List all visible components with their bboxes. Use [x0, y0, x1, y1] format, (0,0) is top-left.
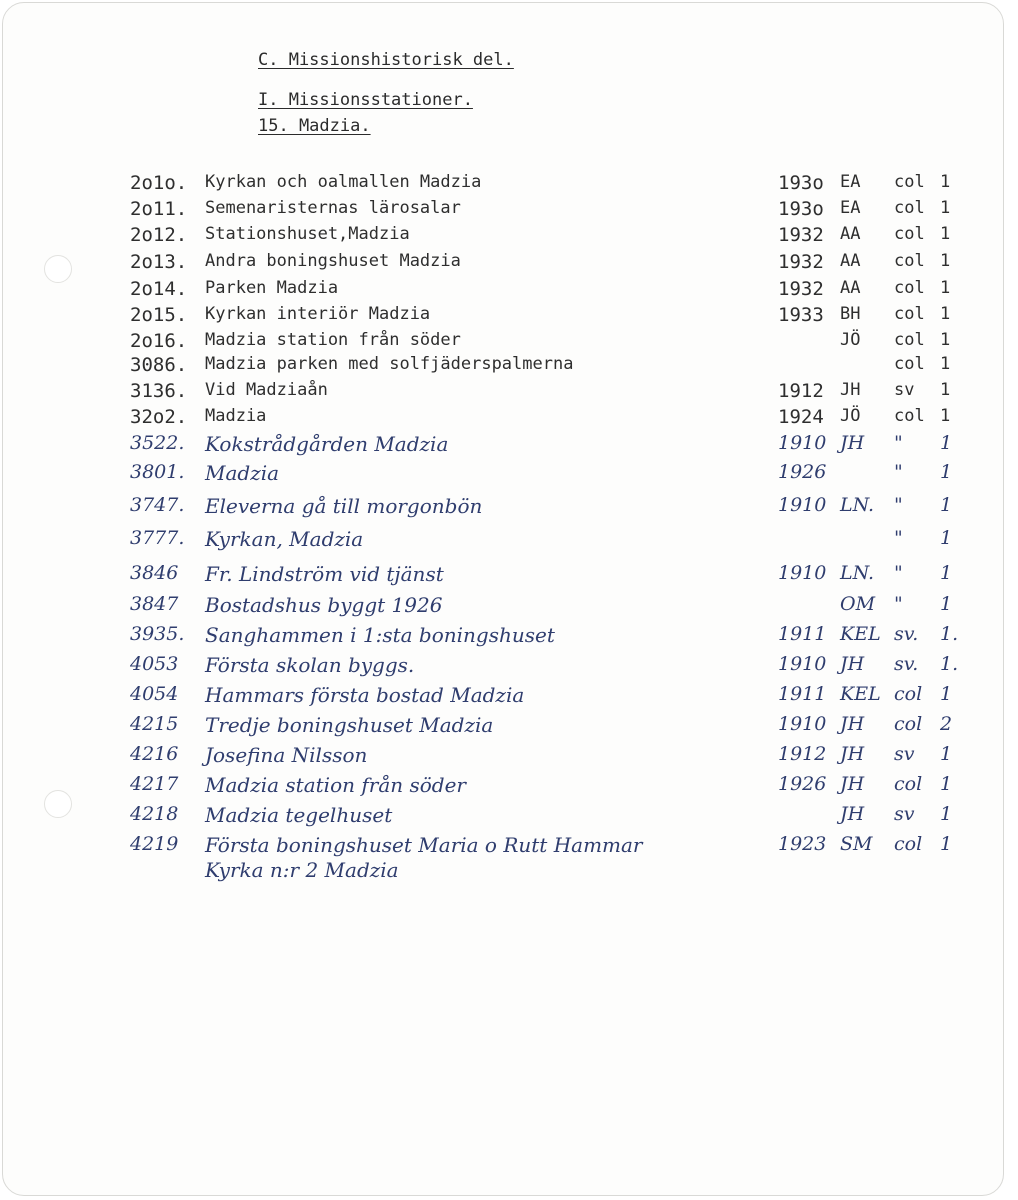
- entry-year: 1923: [778, 833, 827, 855]
- entry-type: col: [894, 713, 923, 735]
- entry-type: col: [894, 773, 923, 795]
- entry-number: 4054: [130, 683, 179, 705]
- entry-number: 4218: [130, 803, 179, 825]
- entry-title: Stationshuset,Madzia: [205, 224, 410, 244]
- entry-count: 1: [940, 494, 953, 516]
- entry-row: [0, 380, 1018, 406]
- entry-number: 3747.: [130, 494, 185, 516]
- entry-photographer: KEL: [840, 623, 881, 645]
- entry-number: 2o16.: [130, 330, 188, 352]
- entry-photographer: LN.: [840, 562, 875, 584]
- entry-year: 1910: [778, 713, 827, 735]
- entry-row: [0, 803, 1018, 829]
- entry-row: [0, 406, 1018, 432]
- entry-row: [0, 833, 1018, 859]
- entry-count: 1: [940, 304, 951, 324]
- entry-year: 1932: [778, 224, 824, 246]
- entry-row: [0, 251, 1018, 277]
- entry-title: Madzia station från söder: [205, 773, 466, 797]
- entry-type: ": [894, 461, 903, 483]
- entry-count: 1.: [940, 623, 959, 645]
- entry-number: 2o12.: [130, 224, 188, 246]
- entry-number: 2o11.: [130, 198, 188, 220]
- entry-year: 193o: [778, 172, 824, 194]
- entry-count: 1: [940, 354, 951, 374]
- entry-title: Josefina Nilsson: [205, 743, 368, 767]
- entry-number: 3086.: [130, 354, 188, 376]
- entry-row: [0, 562, 1018, 588]
- entry-type: col: [894, 683, 923, 705]
- entry-title: Bostadshus byggt 1926: [205, 593, 443, 617]
- entry-type: ": [894, 432, 903, 454]
- entry-count: 1: [940, 172, 951, 192]
- entry-type: sv.: [894, 653, 919, 675]
- entry-photographer: KEL: [840, 683, 881, 705]
- entry-title: Eleverna gå till morgonbön: [205, 494, 483, 518]
- entry-year: 1911: [778, 683, 827, 705]
- entry-photographer: JÖ: [840, 330, 861, 350]
- entry-year: 1924: [778, 406, 824, 428]
- entry-type: sv: [894, 803, 915, 825]
- entry-photographer: EA: [840, 198, 861, 218]
- entry-row: [0, 743, 1018, 769]
- entry-type: col: [894, 278, 925, 298]
- entry-count: 1: [940, 562, 953, 584]
- entry-title: Vid Madziaån: [205, 380, 328, 400]
- entry-title: Tredje boningshuset Madzia: [205, 713, 494, 737]
- entry-row: [0, 623, 1018, 649]
- entry-title: Kyrkan, Madzia: [205, 527, 364, 551]
- entry-row: [0, 494, 1018, 520]
- entry-number: 32o2.: [130, 406, 188, 428]
- entry-title: Madzia parken med solfjäderspalmerna: [205, 354, 574, 374]
- entry-photographer: LN.: [840, 494, 875, 516]
- entry-row: [0, 224, 1018, 250]
- entry-type: col: [894, 172, 925, 192]
- entry-row: [0, 278, 1018, 304]
- entry-row: [0, 713, 1018, 739]
- entry-row: [0, 527, 1018, 553]
- entry-row: [0, 432, 1018, 458]
- entry-photographer: AA: [840, 278, 861, 298]
- entry-number: 3935.: [130, 623, 185, 645]
- entry-photographer: AA: [840, 251, 861, 271]
- entry-photographer: JH: [840, 713, 865, 735]
- entry-photographer: SM: [840, 833, 873, 855]
- entry-number: 2o14.: [130, 278, 188, 300]
- entry-type: col: [894, 251, 925, 271]
- entry-number: 2o15.: [130, 304, 188, 326]
- entry-title: Kyrka n:r 2 Madzia: [205, 858, 399, 882]
- entry-photographer: JH: [840, 380, 861, 400]
- entry-year: 1910: [778, 432, 827, 454]
- entry-count: 1: [940, 773, 953, 795]
- subsection-heading: I. Missionsstationer.: [258, 90, 473, 110]
- entry-year: 1910: [778, 653, 827, 675]
- entry-count: 1: [940, 278, 951, 298]
- entry-title: Kokstrådgården Madzia: [205, 432, 449, 456]
- entry-number: 4219: [130, 833, 179, 855]
- entry-title: Kyrkan och oalmallen Madzia: [205, 172, 482, 192]
- entry-row: [0, 330, 1018, 356]
- entry-count: 1.: [940, 653, 959, 675]
- entry-type: sv: [894, 380, 915, 400]
- entry-number: 4217: [130, 773, 179, 795]
- entry-number: 4215: [130, 713, 179, 735]
- entry-type: col: [894, 224, 925, 244]
- entry-year: 1910: [778, 562, 827, 584]
- entry-count: 1: [940, 461, 953, 483]
- entry-photographer: AA: [840, 224, 861, 244]
- entry-count: 1: [940, 330, 951, 350]
- entry-photographer: JH: [840, 773, 865, 795]
- entry-year: 193o: [778, 198, 824, 220]
- entry-count: 1: [940, 406, 951, 426]
- entry-year: 1932: [778, 251, 824, 273]
- entry-row: [0, 683, 1018, 709]
- entry-count: 1: [940, 803, 953, 825]
- entry-number: 3777.: [130, 527, 185, 549]
- entry-type: col: [894, 406, 925, 426]
- entry-number: 3847: [130, 593, 179, 615]
- entry-count: 1: [940, 224, 951, 244]
- entry-number: 4053: [130, 653, 179, 675]
- entry-count: 1: [940, 198, 951, 218]
- entry-title: Semenaristernas lärosalar: [205, 198, 461, 218]
- entry-row: [0, 304, 1018, 330]
- entry-photographer: JH: [840, 743, 865, 765]
- entry-year: 1926: [778, 773, 827, 795]
- entry-number: 2o1o.: [130, 172, 188, 194]
- entry-photographer: BH: [840, 304, 861, 324]
- entry-type: ": [894, 593, 903, 615]
- entry-title: Första skolan byggs.: [205, 653, 415, 677]
- entry-count: 1: [940, 251, 951, 271]
- entry-row: [0, 354, 1018, 380]
- entry-title: Första boningshuset Maria o Rutt Hammar: [205, 833, 643, 857]
- entry-title: Fr. Lindström vid tjänst: [205, 562, 444, 586]
- entry-photographer: EA: [840, 172, 861, 192]
- entry-type: col: [894, 304, 925, 324]
- entry-title: Madzia station från söder: [205, 330, 461, 350]
- entry-row: [0, 198, 1018, 224]
- entry-number: 3136.: [130, 380, 188, 402]
- entry-count: 1: [940, 432, 953, 454]
- entry-title: Kyrkan interiör Madzia: [205, 304, 431, 324]
- entry-year: 1933: [778, 304, 824, 326]
- entry-type: col: [894, 354, 925, 374]
- entry-year: 1911: [778, 623, 827, 645]
- entry-row: [0, 858, 1018, 884]
- entry-title: Madzia: [205, 461, 280, 485]
- entry-photographer: JH: [840, 432, 865, 454]
- entry-title: Andra boningshuset Madzia: [205, 251, 461, 271]
- entry-count: 1: [940, 833, 953, 855]
- entry-number: 3522.: [130, 432, 185, 454]
- entry-type: sv: [894, 743, 915, 765]
- entry-title: Parken Madzia: [205, 278, 339, 298]
- entry-count: 1: [940, 743, 953, 765]
- entry-count: 2: [940, 713, 953, 735]
- entry-photographer: JÖ: [840, 406, 861, 426]
- entry-year: 1910: [778, 494, 827, 516]
- entry-count: 1: [940, 683, 953, 705]
- entry-row: [0, 773, 1018, 799]
- entry-year: 1912: [778, 380, 824, 402]
- entry-number: 2o13.: [130, 251, 188, 273]
- entry-number: 3801.: [130, 461, 185, 483]
- entry-year: 1912: [778, 743, 827, 765]
- entry-count: 1: [940, 380, 951, 400]
- entry-type: sv.: [894, 623, 919, 645]
- entry-row: [0, 172, 1018, 198]
- entry-title: Madzia: [205, 406, 267, 426]
- entry-count: 1: [940, 593, 953, 615]
- entry-type: col: [894, 198, 925, 218]
- station-heading: 15. Madzia.: [258, 116, 371, 136]
- entry-photographer: OM: [840, 593, 876, 615]
- entry-row: [0, 461, 1018, 487]
- entry-type: col: [894, 833, 923, 855]
- entry-year: 1932: [778, 278, 824, 300]
- section-heading: C. Missionshistorisk del.: [258, 50, 514, 70]
- entry-photographer: JH: [840, 803, 865, 825]
- entry-type: ": [894, 494, 903, 516]
- entry-type: ": [894, 562, 903, 584]
- entry-type: col: [894, 330, 925, 350]
- entry-row: [0, 653, 1018, 679]
- entry-year: 1926: [778, 461, 827, 483]
- entry-number: 4216: [130, 743, 179, 765]
- entry-photographer: JH: [840, 653, 865, 675]
- entry-title: Hammars första bostad Madzia: [205, 683, 525, 707]
- entry-title: Sanghammen i 1:sta boningshuset: [205, 623, 555, 647]
- entry-number: 3846: [130, 562, 179, 584]
- entry-type: ": [894, 527, 903, 549]
- entry-row: [0, 593, 1018, 619]
- entry-title: Madzia tegelhuset: [205, 803, 393, 827]
- entry-count: 1: [940, 527, 953, 549]
